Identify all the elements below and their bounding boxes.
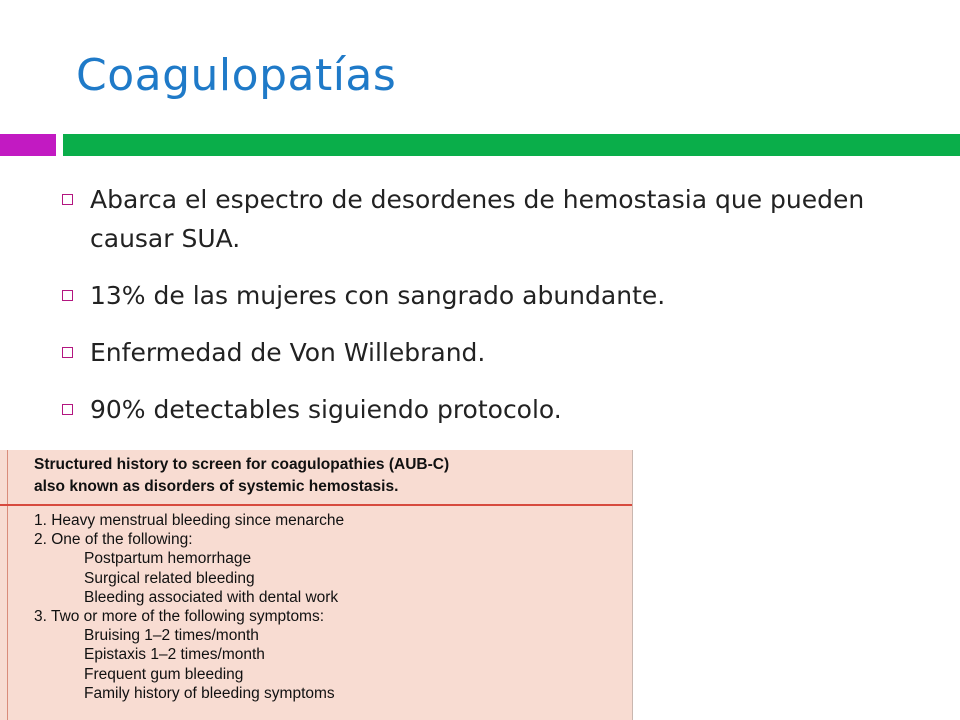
table-heading-line: Structured history to screen for coagulopathies (AUB-C) bbox=[34, 456, 450, 473]
table-divider bbox=[0, 504, 632, 506]
accent-bar-right bbox=[63, 134, 960, 156]
screening-table-image bbox=[0, 450, 633, 720]
bullet-item bbox=[60, 276, 940, 315]
bullet-list bbox=[60, 180, 940, 447]
table-heading-line: also known as disorders of systemic hemostasis. bbox=[34, 478, 399, 495]
table-line: Surgical related bleeding bbox=[84, 569, 255, 587]
table-line: Frequent gum bleeding bbox=[84, 665, 244, 683]
bullet-text: Abarca el espectro de desordenes de hemostasia que pueden causar SUA. bbox=[90, 185, 865, 253]
accent-bar-left bbox=[0, 134, 56, 156]
table-heading bbox=[0, 450, 632, 502]
bullet-item bbox=[60, 333, 940, 372]
bullet-item bbox=[60, 390, 940, 429]
square-bullet-icon bbox=[62, 347, 73, 358]
table-line: Epistaxis 1–2 times/month bbox=[84, 646, 265, 664]
table-line: Family history of bleeding symptoms bbox=[84, 684, 335, 702]
bullet-item bbox=[60, 180, 940, 258]
table-body bbox=[34, 511, 344, 703]
bullet-text: 13% de las mujeres con sangrado abundante. bbox=[90, 281, 666, 310]
square-bullet-icon bbox=[62, 404, 73, 415]
slide-title: Coagulopatías bbox=[76, 50, 397, 101]
table-left-rule bbox=[0, 450, 8, 720]
bullet-text: Enfermedad de Von Willebrand. bbox=[90, 338, 486, 367]
table-line: Bruising 1–2 times/month bbox=[84, 627, 259, 645]
bullet-text: 90% detectables siguiendo protocolo. bbox=[90, 395, 562, 424]
table-line: 3. Two or more of the following symptoms: bbox=[34, 608, 325, 626]
table-line: Postpartum hemorrhage bbox=[84, 550, 252, 568]
table-line: 1. Heavy menstrual bleeding since menarche bbox=[34, 512, 345, 529]
square-bullet-icon bbox=[62, 290, 73, 301]
table-line: Bleeding associated with dental work bbox=[84, 588, 339, 606]
square-bullet-icon bbox=[62, 194, 73, 205]
table-line: 2. One of the following: bbox=[34, 531, 193, 549]
